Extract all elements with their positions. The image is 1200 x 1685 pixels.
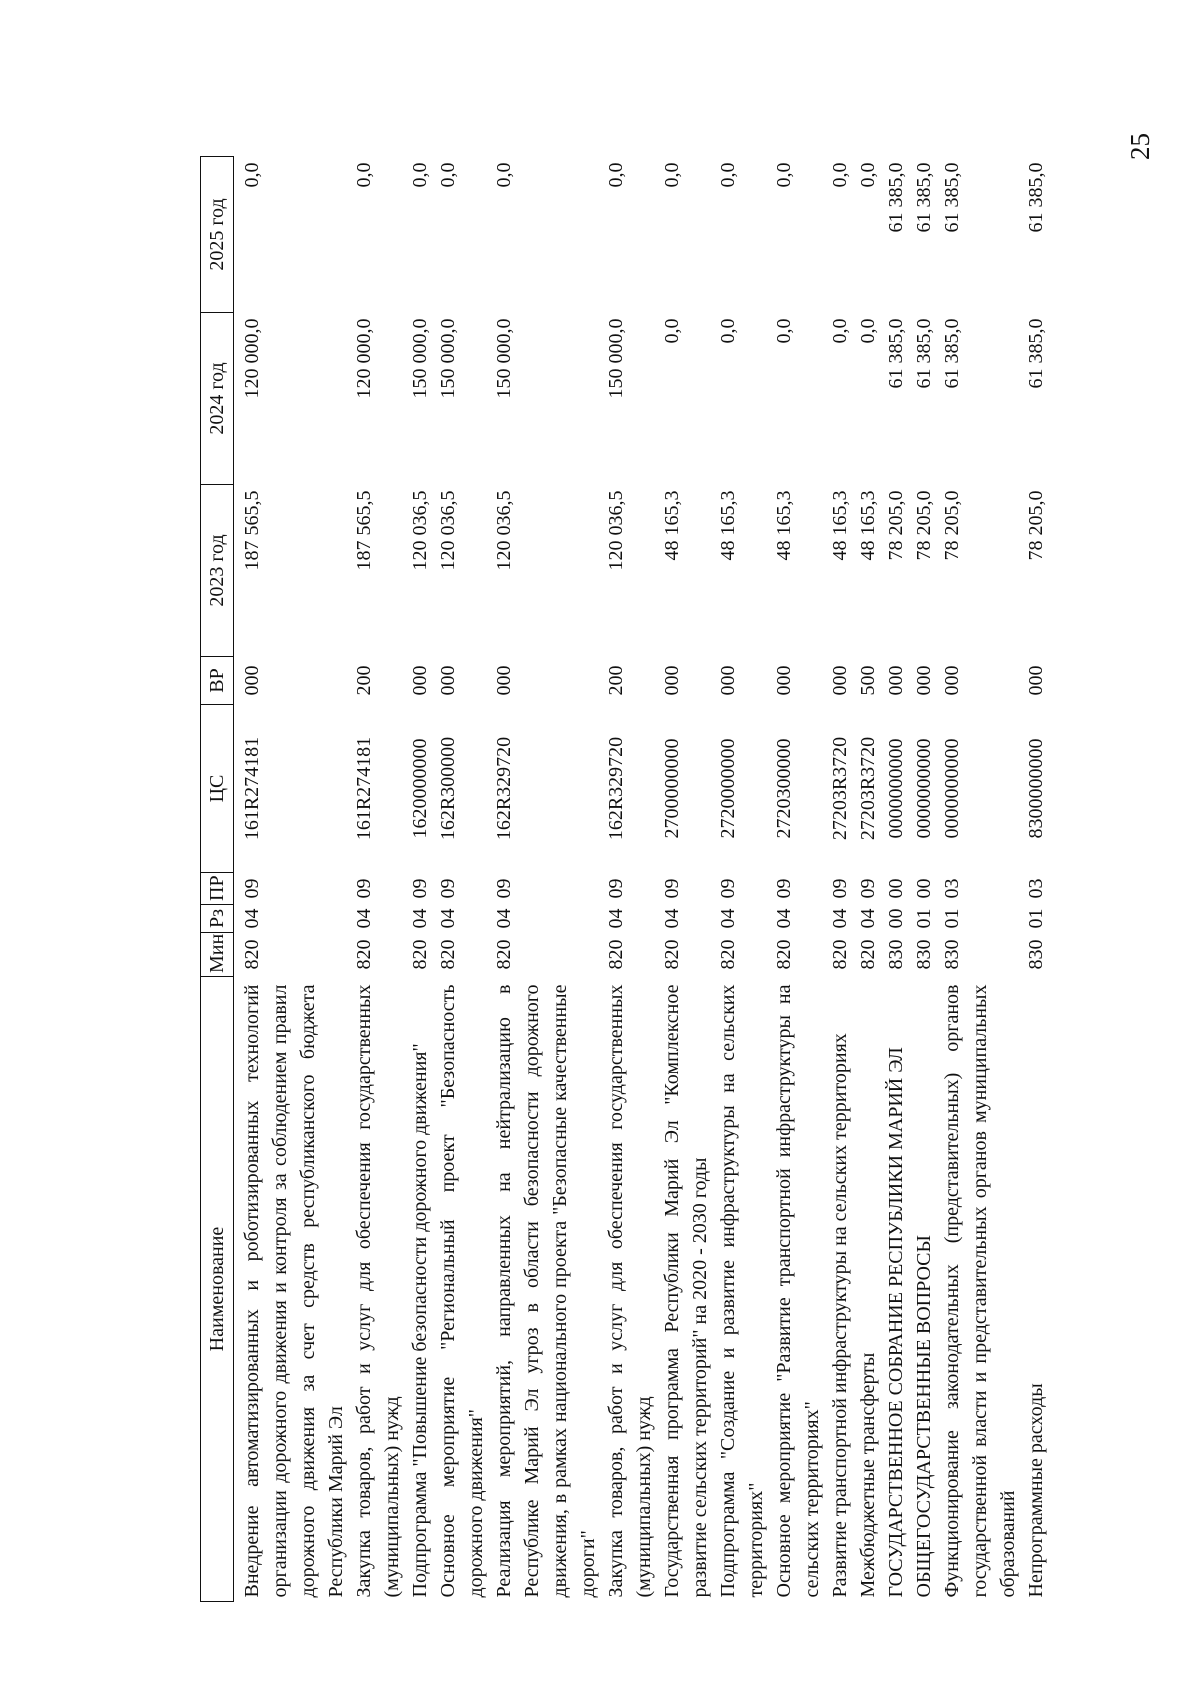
table-row	[658, 157, 714, 1602]
row-vr: 200	[353, 665, 375, 696]
row-2023: 187 565,5	[241, 490, 263, 571]
table-row	[910, 157, 938, 1602]
row-vr: 000	[1025, 665, 1047, 696]
budget-table-sheet	[200, 157, 1047, 1602]
row-name: Государственная программа Республики Марий Эл "Комплексное развитие сельских территорий" на 2020 - 2030 годы	[661, 984, 711, 1598]
row-min: 820	[437, 939, 459, 970]
row-vr: 000	[885, 665, 907, 696]
row-cs: 1620000000	[409, 738, 431, 839]
row-rz: 04	[857, 908, 879, 929]
row-2024: 0,0	[857, 318, 879, 344]
row-vr: 000	[913, 665, 935, 696]
row-min: 830	[913, 939, 935, 970]
row-min: 820	[409, 939, 431, 970]
row-pr: 09	[353, 878, 375, 899]
row-2023: 78 205,0	[913, 490, 935, 561]
row-min: 830	[885, 939, 907, 970]
row-vr: 000	[661, 665, 683, 696]
row-min: 820	[857, 939, 879, 970]
header-name: Наименование	[201, 977, 234, 1602]
row-pr: 09	[409, 878, 431, 899]
row-2025: 0,0	[773, 162, 795, 188]
row-2023: 78 205,0	[885, 490, 907, 561]
row-pr: 09	[241, 878, 263, 899]
row-2024: 120 000,0	[353, 318, 375, 399]
row-name: Основное мероприятие "Региональный проект "Безопасность дорожного движения"	[437, 984, 487, 1598]
row-2024: 61 385,0	[941, 318, 963, 389]
row-min: 830	[941, 939, 963, 970]
row-2025: 0,0	[241, 162, 263, 188]
row-2025: 0,0	[717, 162, 739, 188]
row-pr: 09	[717, 878, 739, 899]
row-2024: 150 000,0	[409, 318, 431, 399]
row-pr: 09	[857, 878, 879, 899]
row-cs: 161R274181	[353, 736, 375, 841]
row-name: Подпрограмма "Повышение безопасности дорожного движения"	[409, 1043, 431, 1598]
row-name: Закупка товаров, работ и услуг для обеспечения государственных (муниципальных) нужд	[353, 984, 403, 1598]
row-pr: 03	[941, 878, 963, 899]
row-2023: 120 036,5	[437, 490, 459, 571]
row-vr: 500	[857, 665, 879, 696]
table-row	[770, 157, 826, 1602]
row-cs: 0000000000	[913, 738, 935, 839]
row-cs: 0000000000	[885, 738, 907, 839]
row-2025: 0,0	[661, 162, 683, 188]
row-2025: 0,0	[857, 162, 879, 188]
row-rz: 01	[1025, 908, 1047, 929]
row-pr: 00	[885, 878, 907, 899]
row-vr: 000	[941, 665, 963, 696]
row-name: ОБЩЕГОСУДАРСТВЕННЫЕ ВОПРОСЫ	[913, 1235, 935, 1598]
table-row	[1022, 157, 1050, 1602]
row-pr: 03	[1025, 878, 1047, 899]
row-name: Развитие транспортной инфраструктуры на сельских территориях	[829, 1033, 851, 1598]
row-cs: 162R329720	[493, 736, 515, 841]
row-vr: 000	[241, 665, 263, 696]
row-min: 820	[493, 939, 515, 970]
row-name: Подпрограмма "Создание и развитие инфраструктуры на сельских территориях"	[717, 984, 767, 1598]
row-2025: 61 385,0	[913, 162, 935, 233]
row-2024: 0,0	[829, 318, 851, 344]
row-2025: 0,0	[353, 162, 375, 188]
budget-table	[200, 156, 1050, 1602]
row-2024: 150 000,0	[493, 318, 515, 399]
row-rz: 01	[941, 908, 963, 929]
row-2025: 0,0	[437, 162, 459, 188]
row-vr: 000	[829, 665, 851, 696]
row-vr: 200	[605, 665, 627, 696]
row-2024: 61 385,0	[885, 318, 907, 389]
row-rz: 04	[241, 908, 263, 929]
row-2024: 0,0	[773, 318, 795, 344]
row-pr: 09	[829, 878, 851, 899]
row-2023: 48 165,3	[773, 490, 795, 561]
row-cs: 162R329720	[605, 736, 627, 841]
row-2025: 61 385,0	[1025, 162, 1047, 233]
row-min: 820	[353, 939, 375, 970]
row-rz: 04	[605, 908, 627, 929]
row-rz: 04	[493, 908, 515, 929]
header-2023: 2023 год	[201, 485, 234, 657]
header-vr: ВР	[201, 657, 234, 705]
table-row	[602, 157, 658, 1602]
table-row	[826, 157, 854, 1602]
row-2023: 187 565,5	[353, 490, 375, 571]
row-vr: 000	[773, 665, 795, 696]
row-2023: 48 165,3	[661, 490, 683, 561]
row-vr: 000	[409, 665, 431, 696]
row-2025: 61 385,0	[885, 162, 907, 233]
row-min: 830	[1025, 939, 1047, 970]
row-name: Непрограммные расходы	[1025, 1383, 1047, 1598]
row-2025: 0,0	[409, 162, 431, 188]
row-name: Функционирование законодательных (представительных) органов государственной власти и представительных органов муниципальных образований	[941, 984, 1019, 1598]
row-cs: 27203R3720	[829, 736, 851, 841]
row-min: 820	[241, 939, 263, 970]
row-2024: 150 000,0	[437, 318, 459, 399]
row-2024: 120 000,0	[241, 318, 263, 399]
table-row	[882, 157, 910, 1602]
row-name: Межбюджетные трансферты	[857, 1352, 879, 1598]
row-cs: 2720300000	[773, 738, 795, 839]
row-cs: 2700000000	[661, 738, 683, 839]
row-name: ГОСУДАРСТВЕННОЕ СОБРАНИЕ РЕСПУБЛИКИ МАРИЙ ЭЛ	[885, 1047, 907, 1598]
row-2025: 0,0	[605, 162, 627, 188]
row-cs: 8300000000	[1025, 738, 1047, 839]
table-row	[490, 157, 602, 1602]
row-rz: 04	[409, 908, 431, 929]
row-cs: 161R274181	[241, 736, 263, 841]
row-min: 820	[829, 939, 851, 970]
row-rz: 00	[885, 908, 907, 929]
table-row	[938, 157, 1022, 1602]
table-row	[350, 157, 406, 1602]
row-vr: 000	[493, 665, 515, 696]
row-cs: 0000000000	[941, 738, 963, 839]
row-pr: 09	[605, 878, 627, 899]
table-header-row	[201, 157, 234, 1602]
row-2024: 0,0	[661, 318, 683, 344]
header-cs: ЦС	[201, 705, 234, 873]
row-2023: 48 165,3	[717, 490, 739, 561]
row-2023: 48 165,3	[857, 490, 879, 561]
row-cs: 2720000000	[717, 738, 739, 839]
table-row	[714, 157, 770, 1602]
row-2023: 78 205,0	[941, 490, 963, 561]
row-pr: 09	[773, 878, 795, 899]
row-2025: 0,0	[493, 162, 515, 188]
page-number: 25	[1125, 133, 1155, 160]
row-rz: 04	[829, 908, 851, 929]
row-2023: 120 036,5	[493, 490, 515, 571]
row-vr: 000	[437, 665, 459, 696]
row-pr: 09	[493, 878, 515, 899]
row-2024: 61 385,0	[913, 318, 935, 389]
row-2025: 61 385,0	[941, 162, 963, 233]
row-name: Основное мероприятие "Развитие транспортной инфраструктуры на сельских территориях"	[773, 984, 823, 1598]
row-2024: 0,0	[717, 318, 739, 344]
row-2024: 61 385,0	[1025, 318, 1047, 389]
header-pr: ПР	[201, 873, 234, 905]
table-row	[434, 157, 490, 1602]
row-min: 820	[661, 939, 683, 970]
row-rz: 04	[437, 908, 459, 929]
row-name: Закупка товаров, работ и услуг для обеспечения государственных (муниципальных) нужд	[605, 984, 655, 1598]
row-pr: 09	[437, 878, 459, 899]
row-name: Реализация мероприятий, направленных на нейтрализацию в Республике Марий Эл угроз в области безопасности дорожного движения, в рамках национального проекта "Безопасные качественные дороги"	[493, 984, 599, 1598]
row-name: Внедрение автоматизированных и роботизированных технологий организации дорожного движения и контроля за соблюдением правил дорожного движения за счет средств республиканского бюджета Республики Марий Эл	[241, 984, 347, 1598]
row-rz: 04	[717, 908, 739, 929]
table-body	[234, 157, 1051, 1602]
row-2023: 120 036,5	[605, 490, 627, 571]
table-row	[406, 157, 434, 1602]
row-rz: 01	[913, 908, 935, 929]
row-rz: 04	[353, 908, 375, 929]
row-min: 820	[717, 939, 739, 970]
table-row	[854, 157, 882, 1602]
row-min: 820	[605, 939, 627, 970]
header-rz: Рз	[201, 905, 234, 933]
row-rz: 04	[661, 908, 683, 929]
row-2025: 0,0	[829, 162, 851, 188]
header-min: Мин	[201, 933, 234, 977]
row-cs: 162R300000	[437, 736, 459, 841]
row-2023: 48 165,3	[829, 490, 851, 561]
table-row	[234, 157, 351, 1602]
row-rz: 04	[773, 908, 795, 929]
row-pr: 09	[661, 878, 683, 899]
row-cs: 27203R3720	[857, 736, 879, 841]
row-2023: 78 205,0	[1025, 490, 1047, 561]
row-vr: 000	[717, 665, 739, 696]
header-2025: 2025 год	[201, 157, 234, 313]
row-2024: 150 000,0	[605, 318, 627, 399]
row-pr: 00	[913, 878, 935, 899]
row-min: 820	[773, 939, 795, 970]
header-2024: 2024 год	[201, 313, 234, 485]
row-2023: 120 036,5	[409, 490, 431, 571]
